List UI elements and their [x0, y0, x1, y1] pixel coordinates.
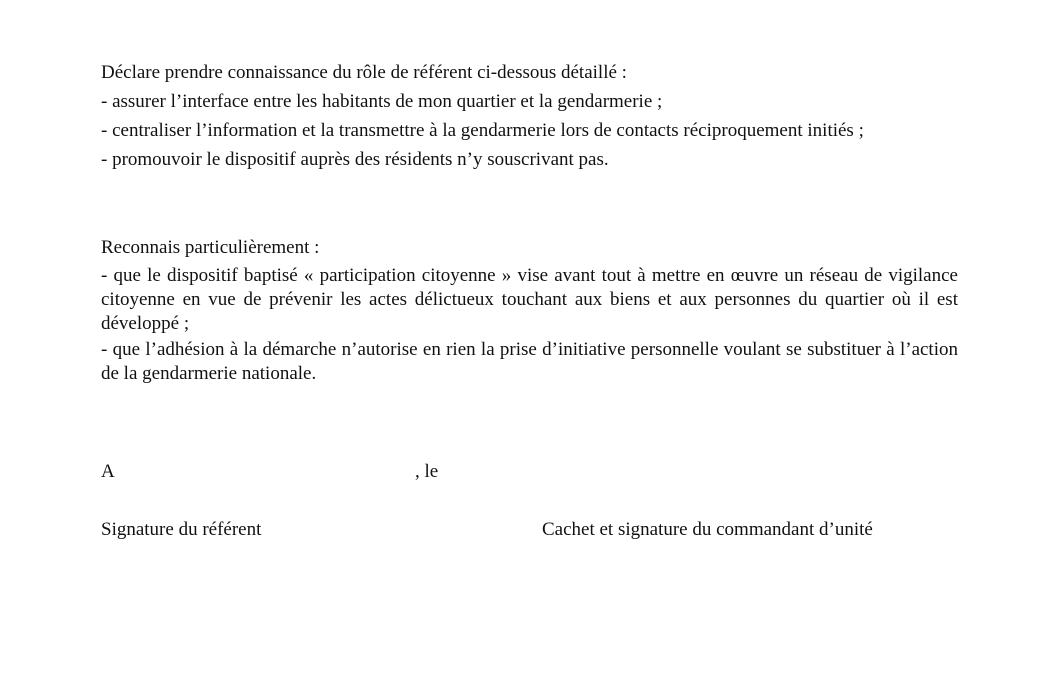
declaration-item: - promouvoir le dispositif auprès des résidents n’y souscrivant pas.	[101, 149, 609, 170]
recognition-item: - que l’adhésion à la démarche n’autorise en rien la prise d’initiative personnelle voulant se substituer à l’action de la gendarmerie nationale.	[101, 339, 958, 384]
referent-signature-label: Signature du référent	[101, 519, 262, 540]
recognition-item: - que le dispositif baptisé « participation citoyenne » vise avant tout à mettre en œuvre un réseau de vigilance citoyenne en vue de prévenir les actes délictueux touchant aux biens et aux personnes du quartier où il est développé ;	[101, 265, 958, 334]
recognition-section	[101, 234, 958, 386]
commander-signature-label: Cachet et signature du commandant d’unité	[542, 519, 873, 540]
place-date-line	[101, 460, 601, 484]
declaration-section	[101, 58, 958, 174]
declaration-item: - centraliser l’information et la transmettre à la gendarmerie lors de contacts réciproquement initiés ;	[101, 120, 864, 141]
date-suffix: , le	[415, 461, 439, 482]
declaration-item: - assurer l’interface entre les habitants de mon quartier et la gendarmerie ;	[101, 91, 663, 112]
declaration-intro: Déclare prendre connaissance du rôle de référent ci-dessous détaillé :	[101, 62, 627, 83]
recognition-intro: Reconnais particulièrement :	[101, 237, 320, 258]
place-prefix: A	[101, 461, 115, 482]
